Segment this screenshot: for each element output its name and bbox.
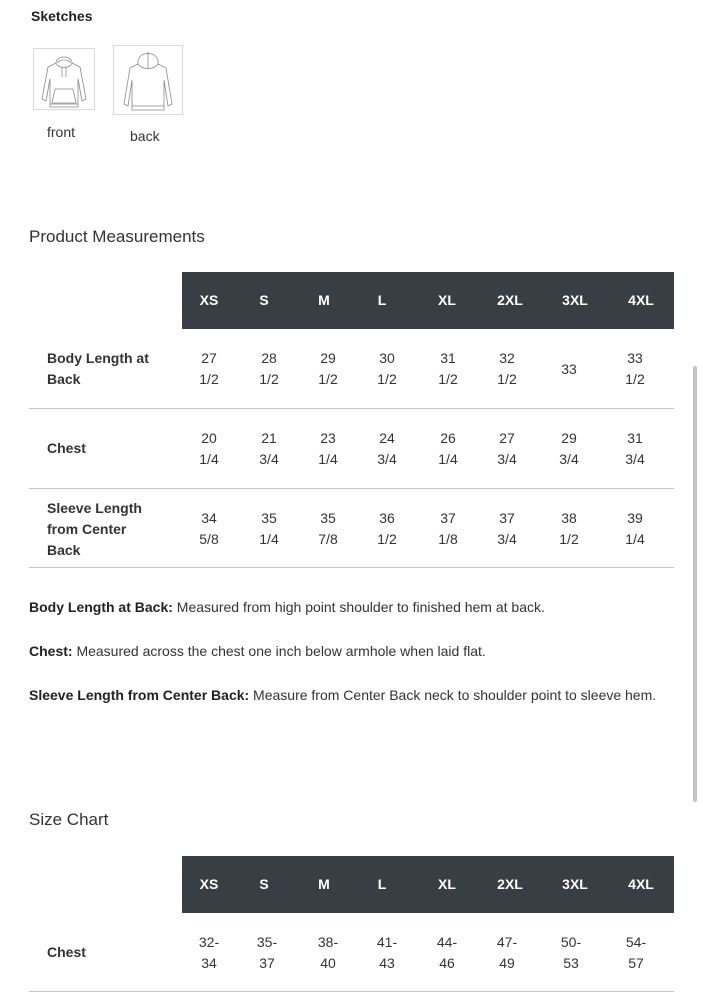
sketch-back[interactable]: [113, 45, 183, 115]
table-row: [29, 913, 674, 992]
sketch-front-caption: front: [47, 124, 76, 140]
table-cell: 33 1/2: [625, 350, 645, 387]
size-header-xs: XS: [199, 292, 219, 308]
size-header-xl: XL: [438, 876, 456, 892]
table-cell: 23 1/4: [318, 430, 338, 467]
note-term: Sleeve Length from Center Back:: [29, 687, 250, 703]
size-chart-table-header: [182, 856, 674, 913]
sketches-title: Sketches: [31, 8, 93, 24]
note-term: Body Length at Back:: [29, 599, 173, 615]
table-cell: 21 3/4: [259, 430, 279, 467]
size-header-s: S: [259, 292, 269, 308]
note-chest: [29, 641, 679, 662]
note-text: Measured across the chest one inch below armhole when laid flat.: [72, 643, 486, 659]
size-header-4xl: 4XL: [628, 876, 654, 892]
size-header-2xl: 2XL: [497, 292, 523, 308]
hoodie-back-icon: [114, 46, 182, 114]
table-cell: 29 1/2: [318, 350, 338, 387]
table-cell: 50- 53: [560, 934, 582, 971]
size-chart-table: [29, 856, 674, 1000]
hoodie-front-icon: [34, 49, 94, 109]
table-cell: 38 1/2: [559, 510, 579, 547]
table-cell: 27 3/4: [497, 430, 517, 467]
size-header-l: L: [377, 292, 387, 308]
size-header-m: M: [318, 292, 330, 308]
table-cell: 38- 40: [317, 934, 339, 971]
table-cell: 34 5/8: [199, 510, 219, 547]
table-cell: 28 1/2: [259, 350, 279, 387]
product-measurements-title: Product Measurements: [29, 227, 205, 246]
sketch-front[interactable]: [33, 48, 95, 110]
size-header-m: M: [318, 876, 330, 892]
table-cell: 26 1/4: [438, 430, 458, 467]
row-label-chest: Chest: [47, 944, 86, 960]
table-cell: 35 7/8: [318, 510, 338, 547]
note-body-length: [29, 597, 679, 618]
size-header-xl: XL: [438, 292, 456, 308]
page-scrollbar[interactable]: [693, 366, 697, 802]
size-header-xs: XS: [199, 876, 219, 892]
note-sleeve-length: [29, 685, 679, 706]
note-text: Measure from Center Back neck to shoulder point to sleeve hem.: [249, 687, 657, 703]
size-chart-title: Size Chart: [29, 810, 109, 829]
table-cell: 36 1/2: [377, 510, 397, 547]
table-cell: 35- 37: [256, 934, 278, 971]
table-cell: 39 1/4: [625, 510, 645, 547]
note-term: Chest:: [29, 643, 73, 659]
table-cell: 30 1/2: [377, 350, 397, 387]
row-label-sleeve-length: Sleeve Length from Center Back: [47, 500, 142, 558]
table-row: [29, 409, 674, 489]
table-cell: 35 1/4: [259, 510, 279, 547]
table-cell: 29 3/4: [559, 430, 579, 467]
table-cell: 37 1/8: [438, 510, 458, 547]
table-cell: 44- 46: [436, 934, 458, 971]
sketch-back-caption: back: [130, 128, 160, 144]
table-cell: 33: [561, 361, 577, 377]
table-cell: 32 1/2: [497, 350, 517, 387]
table-row: [29, 489, 674, 568]
table-row: [29, 329, 674, 409]
note-text: Measured from high point shoulder to finished hem at back.: [172, 599, 545, 615]
table-cell: 37 3/4: [497, 510, 517, 547]
size-header-3xl: 3XL: [562, 292, 588, 308]
row-label-chest: Chest: [47, 440, 86, 456]
row-label-body-length: Body Length at Back: [47, 350, 149, 387]
table-cell: 54- 57: [625, 934, 647, 971]
measurements-table: [29, 272, 674, 568]
table-cell: 41- 43: [376, 934, 398, 971]
table-cell: 24 3/4: [377, 430, 397, 467]
table-cell: 27 1/2: [199, 350, 219, 387]
table-cell: 32- 34: [198, 934, 220, 971]
table-cell: 47- 49: [496, 934, 518, 971]
table-cell: 31 1/2: [438, 350, 458, 387]
size-header-2xl: 2XL: [497, 876, 523, 892]
size-header-s: S: [259, 876, 269, 892]
table-cell: 31 3/4: [625, 430, 645, 467]
size-header-4xl: 4XL: [628, 292, 654, 308]
table-cell: 20 1/4: [199, 430, 219, 467]
size-header-l: L: [377, 876, 387, 892]
measurements-table-header: [182, 272, 674, 329]
size-header-3xl: 3XL: [562, 876, 588, 892]
